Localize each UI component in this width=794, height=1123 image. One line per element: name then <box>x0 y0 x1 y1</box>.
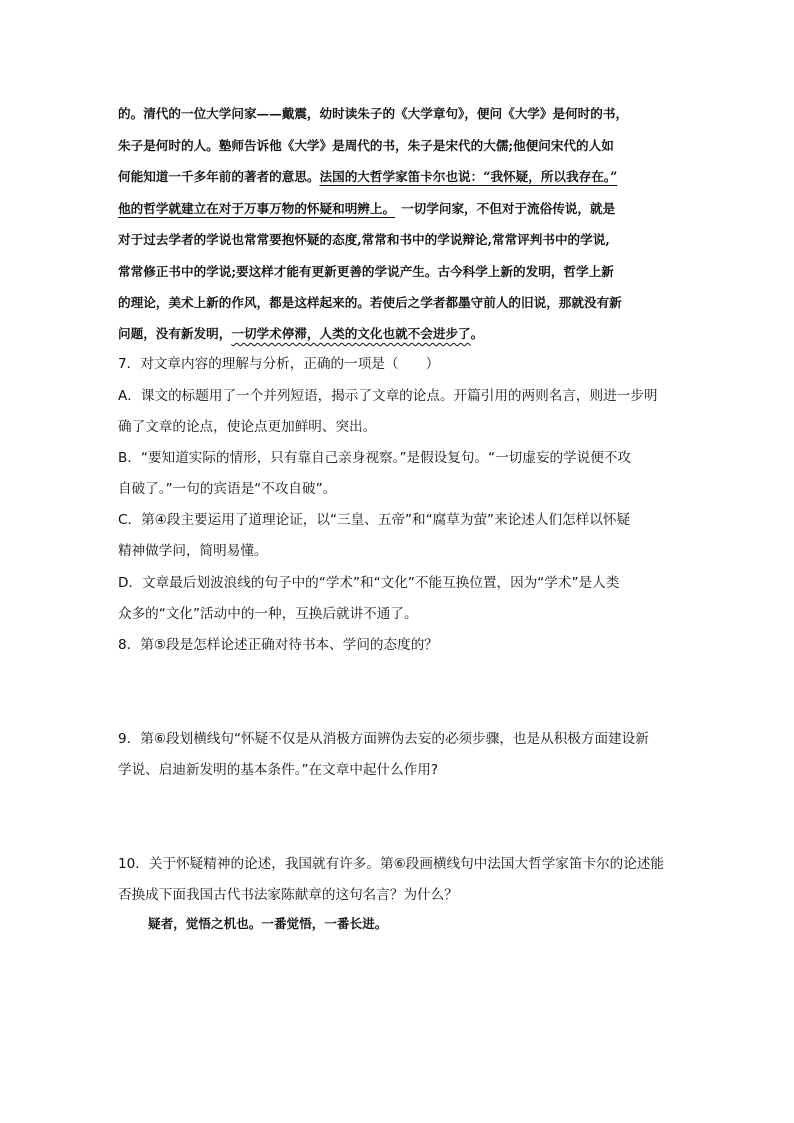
passage-line-7: 的理论，美术上新的作风，都是这样起来的。若使后之学者都墨守前人的旧说，那就没有新 <box>118 295 622 310</box>
question-9-line-2: 学说、启迪新发明的基本条件。”在文章中起什么作用? <box>118 762 439 778</box>
passage-line-3 <box>118 167 698 187</box>
passage-line-1: 的。清代的一位大学问家——戴震，幼时读朱子的《大学章句》，便问《大学》是何时的书， <box>118 106 629 121</box>
question-7-option-a-line-2: 确了文章的论点，使论点更加鲜明、突出。 <box>118 419 377 435</box>
question-7-stem: 7．对文章内容的理解与分析，正确的一项是（ ） <box>118 356 440 372</box>
passage-line-6: 常常修正书中的学说;要这样才能有更新更善的学说产生。古今科学上新的发明，哲学上新 <box>118 264 614 279</box>
question-10-line-1: 10．关于怀疑精神的论述，我国就有许多。第⑥段画横线句中法国大哲学家笛卡尔的论述能 <box>118 856 665 872</box>
passage-line-5: 对于过去学者的学说也常常要抱怀疑的态度,常常和书中的学说辩论,常常评判书中的学说, <box>118 232 610 247</box>
question-10-quote: 疑者，觉悟之机也。一番觉悟，一番长进。 <box>148 916 388 931</box>
question-7-option-b-line-1: B．“要知道实际的情形，只有靠自己亲身视察。”是假设复句。“一切虚妄的学说便不攻 <box>118 450 632 466</box>
passage-line-8-text: 问题，没有新发明， <box>118 326 232 341</box>
passage-line-8 <box>118 324 698 344</box>
passage-line-2: 朱子是何时的人。塾师告诉他《大学》是周代的书，朱子是宋代的大儒;他便问宋代的人如 <box>118 138 614 153</box>
question-7-option-c-line-1: C．第④段主要运用了道理论证，以“三皇、五帝”和“腐草为萤”来论述人们怎样以怀疑 <box>118 512 631 528</box>
question-9-line-1: 9．第⑥段划横线句“怀疑不仅是从消极方面辨伪去妄的必须步骤，也是从积极方面建设新 <box>118 731 649 747</box>
underlined-sentence-part-2: 他的哲学就建立在对于万事万物的怀疑和明辨上。 <box>118 201 396 216</box>
passage-line-3-text: 何能知道一千多年前的著者的意思。 <box>118 169 320 184</box>
question-8-stem: 8．第⑤段是怎样论述正确对待书本、学问的态度的？ <box>118 637 438 653</box>
question-10-line-2: 否换成下面我国古代书法家陈献章的这句名言？为什么？ <box>118 887 458 903</box>
passage-line-8-end: 。 <box>470 326 484 341</box>
underlined-sentence-part-1: 法国的大哲学家笛卡尔也说：“我怀疑，所以我存在。” <box>319 169 618 184</box>
question-7-option-d-line-1: D．文章最后划波浪线的句子中的“学术”和“文化”不能互换位置，因为“学术”是人类 <box>118 575 620 591</box>
question-7-option-a-line-1: A．课文的标题用了一个并列短语，揭示了文章的论点。开篇引用的两则名言，则进一步明 <box>118 388 658 404</box>
question-7-option-b-line-2: 自破了。”一句的宾语是“不攻自破”。 <box>118 481 337 497</box>
passage-line-4-text: 一切学问家，不但对于流俗传说，就是 <box>401 201 616 216</box>
question-7-option-c-line-2: 精神做学问，简明易懂。 <box>118 543 268 559</box>
question-7-option-d-line-2: 众多的“文化”活动中的一种，互换后就讲不通了。 <box>118 606 418 622</box>
passage-line-4 <box>118 199 698 219</box>
wavy-underlined-sentence: 一切学术停滞，人类的文化也就不会进步了 <box>231 326 471 341</box>
